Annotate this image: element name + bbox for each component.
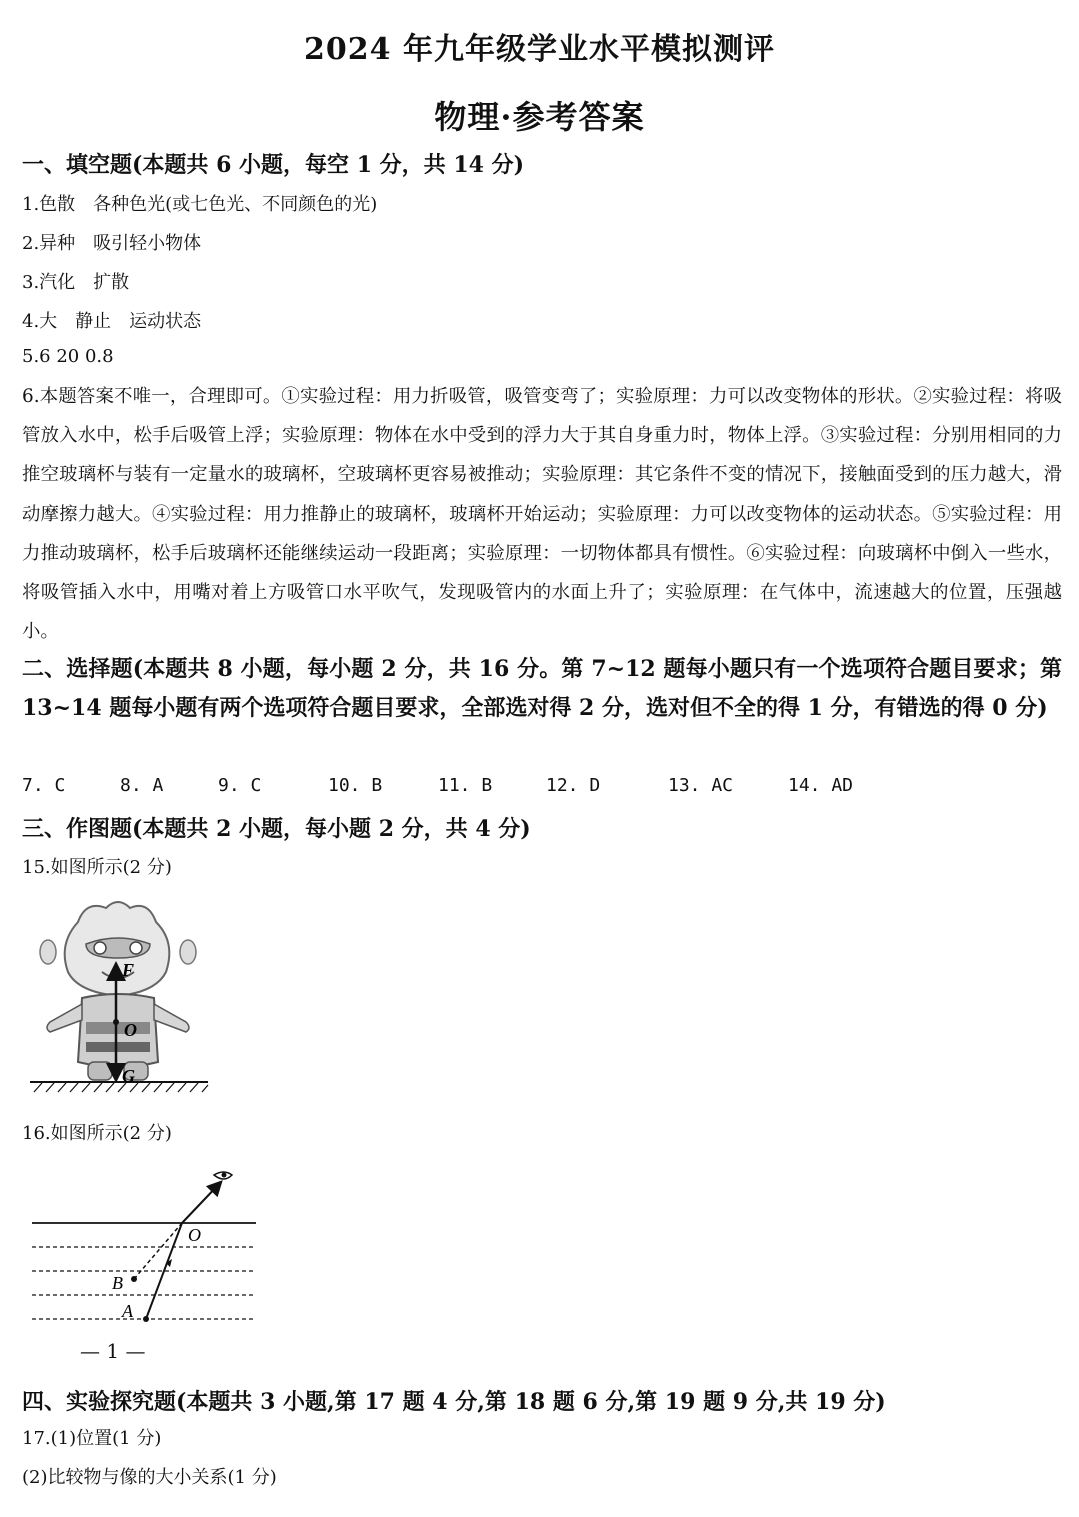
answer-item-16: 16.如图所示(2 分) xyxy=(22,1123,172,1144)
label-f: F xyxy=(122,960,135,980)
section-3-heading: 三、作图题(本题共 2 小题，每小题 2 分，共 4 分) xyxy=(22,816,531,842)
refracted-ray xyxy=(182,1183,220,1223)
answer-item-15: 15.如图所示(2 分) xyxy=(22,857,172,878)
point-a xyxy=(143,1316,149,1322)
answer-item-17-2: (2)比较物与像的大小关系(1 分) xyxy=(22,1467,277,1488)
mascot-figure xyxy=(40,902,196,1080)
page-number: — 1 — xyxy=(80,1339,146,1363)
answer-12: 12. D xyxy=(546,775,601,796)
section-2-heading: 二、选择题(本题共 8 小题，每小题 2 分，共 16 分。第 7~12 题每小题只有一个选项符合题目要求；第 13~14 题每小题有两个选项符合题目要求，全部选对得 2 分，选对但不全的得 1 分，有错选的得 0 分) xyxy=(22,656,1062,721)
answer-item-6: 6.本题答案不唯一，合理即可。①实验过程：用力折吸管，吸管变弯了；实验原理：力可以改变物体的形状。②实验过程：将吸管放入水中，松手后吸管上浮；实验原理：物体在水中受到的浮力大于其自身重力时，物体上浮。③实验过程：分别用相同的力推空玻璃杯与装有一定量水的玻璃杯，空玻璃杯更容易被推动；实验原理：其它条件不变的情况下，接触面受到的压力越大，滑动摩擦力越大。④实验过程：用力推静止的玻璃杯，玻璃杯开始运动；实验原理：力可以改变物体的运动状态。⑤实验过程：用力推动玻璃杯，松手后玻璃杯还能继续运动一段距离；实验原理：一切物体都具有惯性。⑥实验过程：向玻璃杯中倒入一些水，将吸管插入水中，用嘴对着上方吸管口水平吹气，发现吸管内的水面上升了；实验原理：在气体中，流速越大的位置，压强越小。 xyxy=(22,386,1062,643)
section-1-heading: 一、填空题(本题共 6 小题，每空 1 分，共 14 分) xyxy=(22,152,525,178)
answer-item-3: 3.汽化 扩散 xyxy=(22,272,130,293)
label-a: A xyxy=(122,1301,133,1321)
label-g: G xyxy=(122,1066,135,1086)
label-o: O xyxy=(124,1020,137,1040)
answer-9: 9. C xyxy=(218,775,262,796)
answer-7: 7. C xyxy=(22,775,66,796)
answer-10: 10. B xyxy=(328,775,383,796)
figure-15-mascot-forces xyxy=(26,892,216,1102)
answer-8: 8. A xyxy=(120,775,164,796)
answer-item-5: 5.6 20 0.8 xyxy=(22,346,114,367)
answer-item-2: 2.异种 吸引轻小物体 xyxy=(22,233,202,254)
center-point-o xyxy=(113,1019,119,1025)
eye-icon xyxy=(214,1172,232,1179)
label-b: B xyxy=(112,1273,123,1293)
ground xyxy=(30,1082,208,1092)
answer-14: 14. AD xyxy=(788,775,854,796)
answer-item-1: 1.色散 各种色光(或七色光、不同颜色的光) xyxy=(22,194,378,215)
answer-13: 13. AC xyxy=(668,775,734,796)
answer-item-4: 4.大 静止 运动状态 xyxy=(22,311,202,332)
section-4-heading: 四、实验探究题(本题共 3 小题,第 17 题 4 分,第 18 题 6 分,第 19 题 9 分,共 19 分) xyxy=(22,1389,886,1415)
label-o: O xyxy=(188,1225,201,1245)
page-title: 2024 年九年级学业水平模拟测评 xyxy=(304,32,775,67)
point-b xyxy=(131,1276,137,1282)
answer-11: 11. B xyxy=(438,775,493,796)
figure-16-refraction xyxy=(26,1165,266,1335)
page-subtitle: 物理·参考答案 xyxy=(434,98,645,136)
answer-item-17-1: 17.(1)位置(1 分) xyxy=(22,1428,162,1449)
